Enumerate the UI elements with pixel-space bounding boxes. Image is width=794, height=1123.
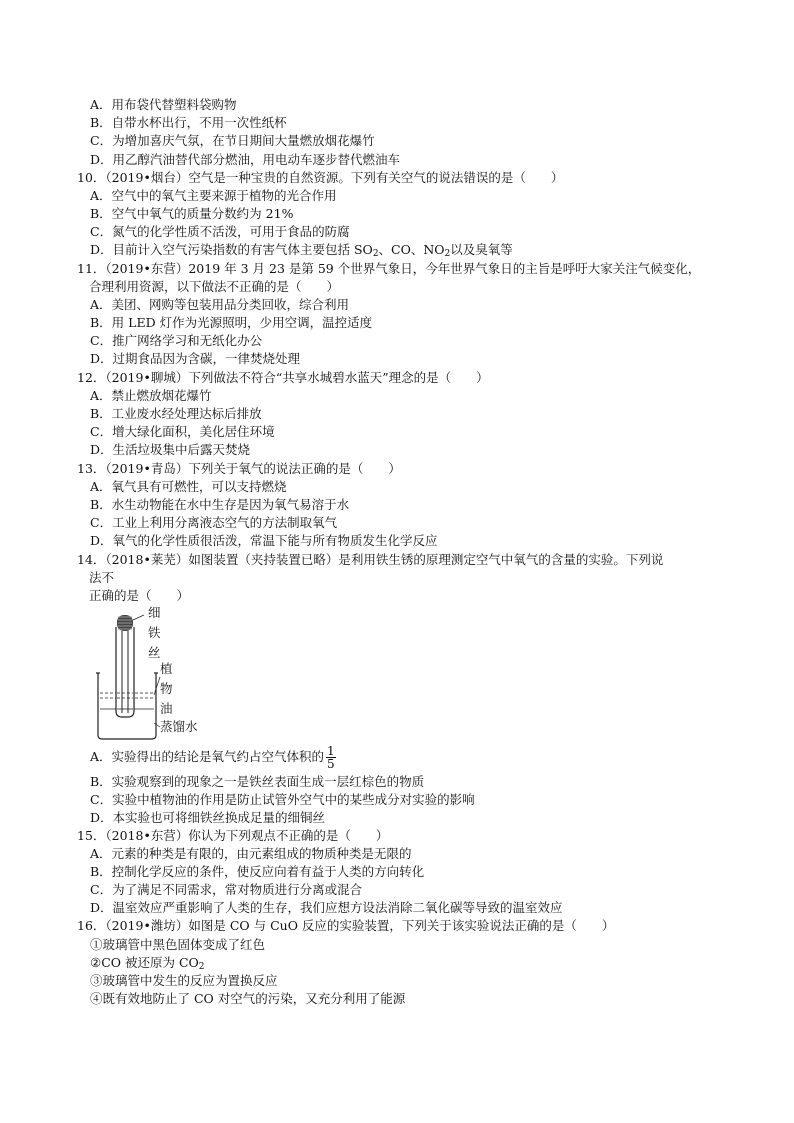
figure-label-distilled-water: 蒸馏水 <box>160 719 198 734</box>
q15-option-b: B．控制化学反应的条件，使反应向着有益于人类的方向转化 <box>90 864 425 879</box>
q16-choice-3: ③玻璃管中发生的反应为置换反应 <box>90 973 278 988</box>
q11-stem-line2: 合理利用资源，以下做法不正确的是（ ） <box>89 279 340 294</box>
q9-option-a: A．用布袋代替塑料袋购物 <box>90 97 237 112</box>
q16-choice-1: ①玻璃管中黑色固体变成了红色 <box>90 937 266 952</box>
figure-label-wu: 物 <box>160 681 173 696</box>
q16-choice-4: ④既有效地防止了 CO 对空气的污染，又充分利用了能源 <box>90 991 406 1006</box>
q14-option-a: A．实验得出的结论是氧气约占空气体积的 $\frac{1}{5}$ <box>90 744 335 771</box>
q14-option-c: C．实验中植物油的作用是防止试管外空气中的某些成分对实验的影响 <box>90 792 475 807</box>
q15-option-a: A．元素的种类是有限的，由元素组成的物质种类是无限的 <box>90 846 412 861</box>
q9-option-c: C．为增加喜庆气氛，在节日期间大量燃放烟花爆竹 <box>90 133 375 148</box>
q13-option-a: A．氧气具有可燃性，可以支持燃烧 <box>90 479 287 494</box>
q11-option-c: C．推广网络学习和无纸化办公 <box>90 333 263 348</box>
q11-option-b: B．用 LED 灯作为光源照明，少用空调，温控适度 <box>90 315 373 330</box>
q10-option-d: D．目前计入空气污染指数的有害气体主要包括 $SO_2$、CO、$NO_2$以及臭氧等 <box>90 242 513 259</box>
q9-option-d: D．用乙醇汽油替代部分燃油，用电动车逐步替代燃油车 <box>90 152 401 167</box>
q10-stem: 10．（2019•烟台）空气是一种宝贵的自然资源。下列有关空气的说法错误的是（ ） <box>77 170 564 185</box>
figure-label-zhi: 植 <box>160 661 173 676</box>
iron-rust-apparatus-figure <box>96 605 216 740</box>
q10-option-a: A．空气中的氧气主要来源于植物的光合作用 <box>90 188 337 203</box>
fraction-one-fifth: $\frac{1}{5}$ <box>327 744 335 771</box>
q12-option-a: A．禁止燃放烟花爆竹 <box>90 388 212 403</box>
figure-label-si: 丝 <box>148 645 161 660</box>
q11-stem-line1: 11．（2019•东营）2019 年 3 月 23 是第 59 个世界气象日，今年世界气象日的主旨是呼吁大家关注气候变化， <box>77 261 701 276</box>
q15-option-c: C．为了满足不同需求，常对物质进行分离或混合 <box>90 882 363 897</box>
q16-choice-2: ②CO 被还原为 $CO_2$ <box>90 955 205 972</box>
q13-stem: 13．（2019•青岛）下列关于氧气的说法正确的是（ ） <box>77 461 401 476</box>
figure-label-tie: 铁 <box>148 625 161 640</box>
figure-label-xi: 细 <box>148 605 161 620</box>
q14-option-d: D．本实验也可将细铁丝换成足量的细铜丝 <box>90 810 326 825</box>
q9-option-b: B．自带水杯出行，不用一次性纸杯 <box>90 115 287 130</box>
q14-stem-line3: 正确的是（ ） <box>89 588 190 603</box>
q14-stem-line1: 14．（2018•莱芜）如图装置（夹持装置已略）是利用铁生锈的原理测定空气中氧气的含量的实验。下列说 <box>77 552 664 567</box>
q11-option-a: A．美团、网购等包装用品分类回收，综合利用 <box>90 297 350 312</box>
q13-option-c: C．工业上利用分离液态空气的方法制取氧气 <box>90 515 338 530</box>
q16-stem: 16．（2019•潍坊）如图是 CO 与 CuO 反应的实验装置，下列关于该实验说法正确的是（ ） <box>77 918 615 933</box>
q12-option-c: C．增大绿化面积，美化居住环境 <box>90 424 275 439</box>
q15-stem: 15．（2018•东营）你认为下列观点不正确的是（ ） <box>77 828 389 843</box>
figure-label-you: 油 <box>160 701 173 716</box>
q13-option-b: B．水生动物能在水中生存是因为氧气易溶于水 <box>90 497 350 512</box>
q11-option-d: D．过期食品因为含碳，一律焚烧处理 <box>90 351 301 366</box>
q12-option-b: B．工业废水经处理达标后排放 <box>90 406 262 421</box>
q14-stem-line2: 法不 <box>89 570 115 585</box>
q10-option-b: B．空气中氧气的质量分数约为 21% <box>90 206 294 221</box>
q13-option-d: D．氧气的化学性质很活泼，常温下能与所有物质发生化学反应 <box>90 533 438 548</box>
q15-option-d: D．温室效应严重影响了人类的生存，我们应想方设法消除二氧化碳等导致的温室效应 <box>90 900 563 915</box>
q14-option-b: B．实验观察到的现象之一是铁丝表面生成一层红棕色的物质 <box>90 774 425 789</box>
q12-option-d: D．生活垃圾集中后露天焚烧 <box>90 442 251 457</box>
q10-option-c: C．氮气的化学性质不活泼，可用于食品的防腐 <box>90 224 350 239</box>
q12-stem: 12．（2019•聊城）下列做法不符合“共享水城碧水蓝天”理念的是（ ） <box>77 370 489 385</box>
